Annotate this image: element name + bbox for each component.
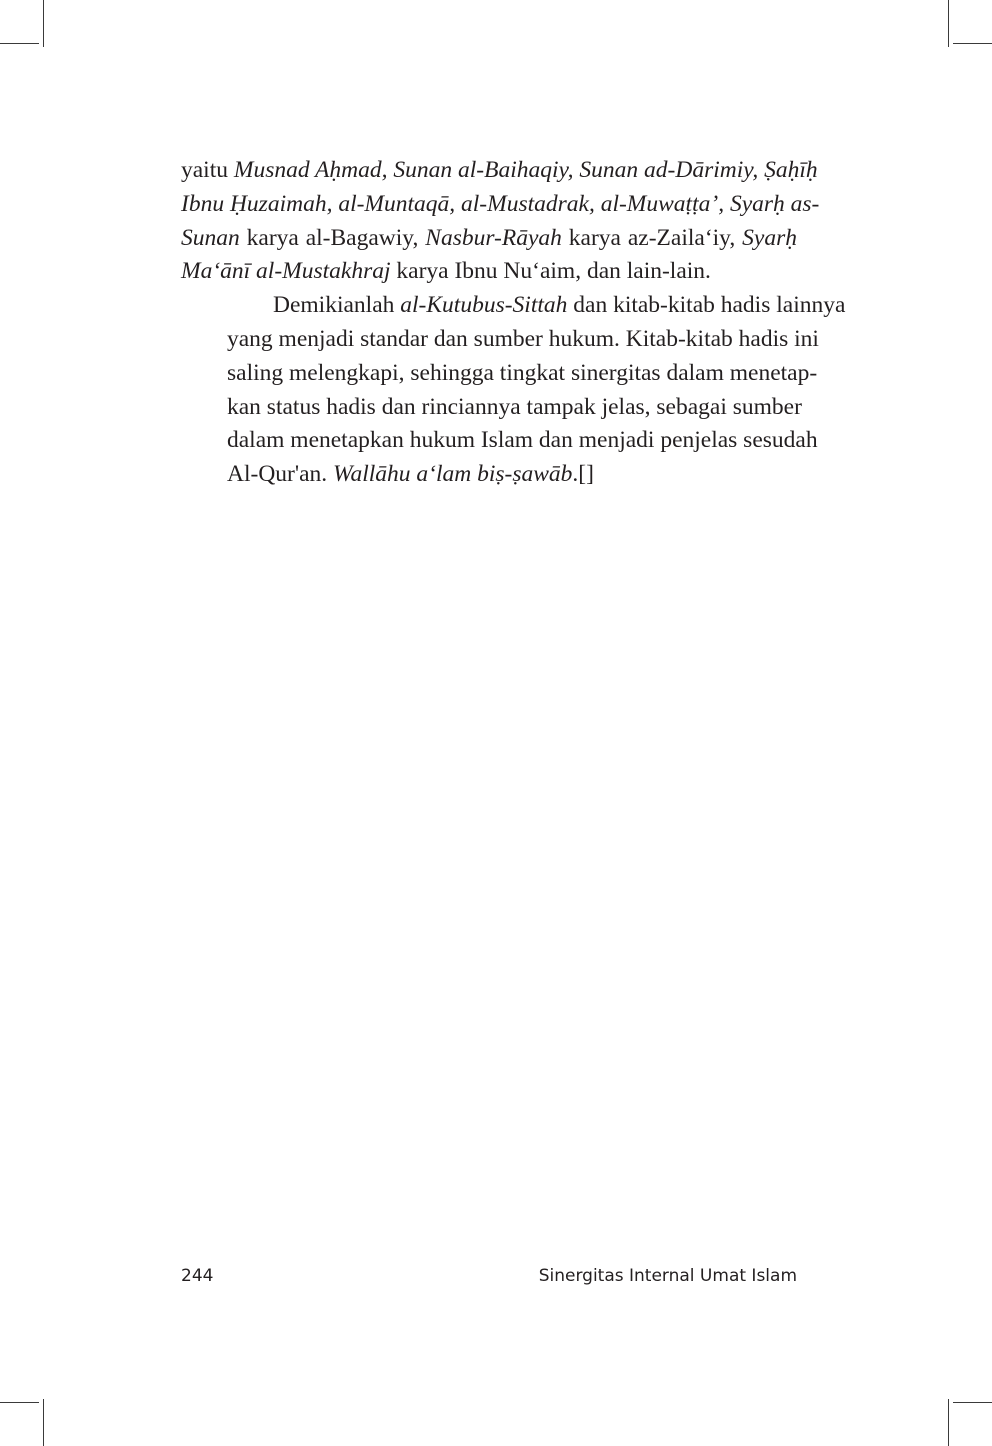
text-line bbox=[181, 357, 818, 391]
text-run: karya al-Bagawiy, bbox=[239, 224, 426, 251]
text-run: Al-Qur'an. bbox=[227, 461, 334, 488]
text-run: dan kitab-kitab hadis lainnya bbox=[567, 292, 846, 319]
text-run: karya az-Zailaʻiy, bbox=[561, 224, 743, 251]
paragraph bbox=[181, 154, 820, 289]
text-line bbox=[181, 289, 846, 323]
running-title: Sinergitas Internal Umat Islam bbox=[538, 1266, 797, 1286]
text-run: yaitu bbox=[181, 157, 234, 183]
text-line bbox=[181, 154, 818, 188]
body-text bbox=[181, 154, 846, 492]
text-line bbox=[181, 188, 820, 222]
text-run: kan status hadis dan rinciannya tampak jelas, sebagai sumber bbox=[227, 393, 802, 420]
crop-mark-top-left-horizontal bbox=[0, 43, 39, 44]
text-run: karya Ibnu Nuʻaim, dan lain-lain. bbox=[390, 258, 711, 285]
crop-mark-bottom-left-horizontal bbox=[0, 1402, 39, 1403]
page-number: 244 bbox=[181, 1266, 214, 1286]
italic-text-run: Sunan bbox=[181, 224, 240, 251]
paragraph bbox=[181, 289, 846, 492]
text-run: .[] bbox=[572, 461, 594, 488]
text-line bbox=[181, 458, 797, 492]
italic-text-run: Maʻānī al-Mustakhraj bbox=[181, 258, 391, 285]
crop-mark-top-right-vertical bbox=[948, 0, 949, 47]
crop-mark-top-right-horizontal bbox=[953, 43, 992, 44]
crop-mark-top-left-vertical bbox=[43, 0, 44, 47]
text-line bbox=[181, 255, 797, 289]
italic-text-run: Musnad Aḥmad, Sunan al-Baihaqiy, Sunan ad-Dārimiy, Ṣaḥīḥ bbox=[233, 157, 818, 183]
text-run: saling melengkapi, sehingga tingkat sinergitas dalam menetap- bbox=[227, 359, 818, 386]
crop-mark-bottom-right-horizontal bbox=[953, 1402, 992, 1403]
italic-text-run: Ibnu Ḥuzaimah, al-Muntaqā, al-Mustadrak, al-Muwaṭṭa’, Syarḥ as- bbox=[181, 190, 820, 217]
crop-mark-bottom-left-vertical bbox=[43, 1399, 44, 1446]
italic-text-run: Wallāhu aʻlam biṣ-ṣawāb bbox=[333, 461, 573, 488]
text-line bbox=[181, 222, 797, 256]
text-run: Demikianlah bbox=[273, 292, 401, 319]
italic-text-run: Syarḥ bbox=[742, 224, 797, 251]
italic-text-run: Nasbur-Rāyah bbox=[425, 224, 562, 251]
text-run: dalam menetapkan hukum Islam dan menjadi penjelas sesudah bbox=[227, 427, 818, 454]
text-run: yang menjadi standar dan sumber hukum. Kitab-kitab hadis ini bbox=[227, 325, 819, 352]
text-line bbox=[181, 424, 818, 458]
italic-text-run: al-Kutubus-Sittah bbox=[400, 292, 568, 319]
crop-mark-bottom-right-vertical bbox=[948, 1399, 949, 1446]
text-line bbox=[181, 391, 802, 425]
text-line bbox=[181, 323, 819, 357]
